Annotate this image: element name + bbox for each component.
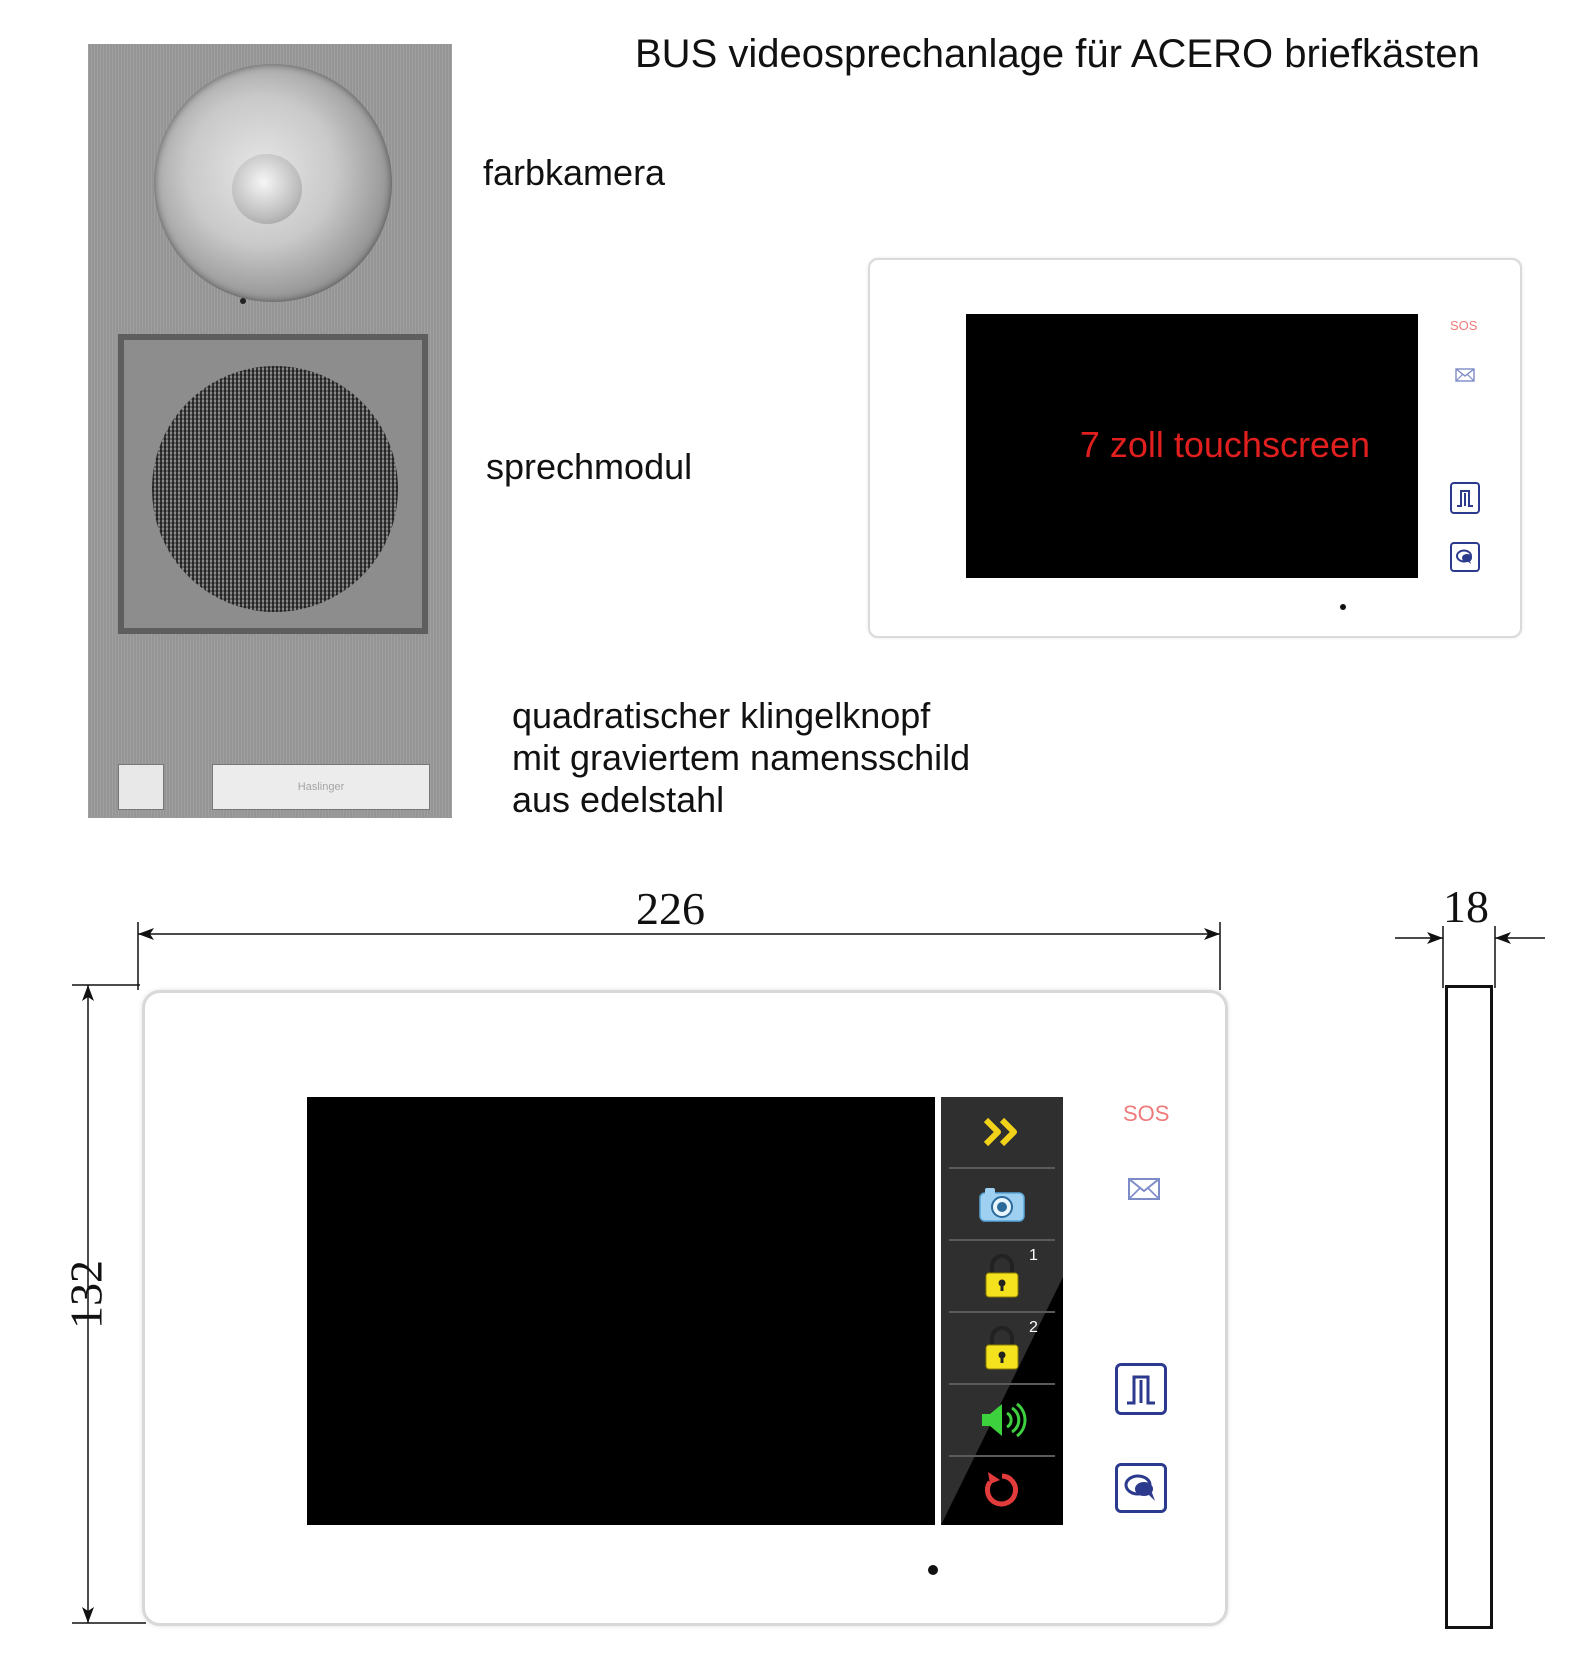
menu-unlock-1-button[interactable] [949, 1241, 1055, 1313]
dimension-depth: 18 [1443, 881, 1489, 932]
door-station-panel [88, 44, 452, 818]
lock-icon [977, 1251, 1027, 1301]
menu-back-button[interactable] [949, 1455, 1055, 1525]
talk-button[interactable] [1115, 1463, 1167, 1513]
label-speech-module: sprechmodul [486, 446, 693, 487]
label-bell-line1: quadratischer klingelknopf [512, 695, 931, 736]
menu-unlock-2-button[interactable] [949, 1313, 1055, 1385]
indoor-monitor-large [142, 990, 1228, 1626]
screen-caption: 7 zoll touchscreen [1079, 424, 1370, 465]
sos-label: SOS [1123, 1101, 1170, 1126]
microphone-dot [1340, 604, 1346, 610]
touchscreen-small[interactable] [966, 314, 1418, 578]
sos-label: SOS [1450, 318, 1478, 333]
label-camera: farbkamera [483, 152, 666, 193]
camera-module [154, 64, 392, 302]
dimension-width-line [120, 920, 1240, 1000]
camera-lens [232, 154, 302, 224]
monitor-side-view [1445, 985, 1493, 1629]
touchscreen-large[interactable] [307, 1097, 935, 1525]
door-icon [1454, 487, 1476, 509]
menu-volume-button[interactable] [949, 1385, 1055, 1457]
label-bell-button [512, 695, 970, 821]
menu-snapshot-button[interactable] [949, 1169, 1055, 1241]
lock-number-2: 2 [1029, 1319, 1038, 1336]
door-icon [1123, 1371, 1159, 1407]
speaker-grill [152, 366, 398, 612]
lock-number-1: 1 [1029, 1247, 1038, 1264]
door-open-button[interactable] [1115, 1363, 1167, 1415]
indoor-monitor-small [868, 258, 1522, 638]
reset-icon [980, 1468, 1024, 1512]
page-title: BUS videosprechanlage für ACERO briefkästen [635, 32, 1480, 76]
camera-led [240, 298, 246, 304]
dimension-height: 132 [60, 1260, 112, 1329]
talk-button[interactable] [1450, 542, 1480, 572]
door-open-button[interactable] [1450, 482, 1480, 514]
label-bell-line3: aus edelstahl [512, 779, 725, 820]
chevron-double-right-icon [980, 1114, 1024, 1150]
microphone-dot [928, 1565, 938, 1575]
bell-button[interactable] [118, 764, 164, 810]
chat-icon [1454, 546, 1476, 568]
dimension-width: 226 [636, 883, 705, 934]
menu-next-button[interactable] [949, 1097, 1055, 1169]
camera-icon [977, 1184, 1027, 1224]
nameplate: Haslinger [212, 764, 430, 810]
touch-menu [941, 1097, 1063, 1525]
mail-icon [1455, 368, 1475, 382]
dimension-height-line [70, 975, 150, 1635]
speaker-icon [976, 1400, 1028, 1440]
label-bell-line2: mit graviertem namensschild [512, 737, 971, 778]
speaker-module [118, 334, 428, 634]
lock-icon [977, 1323, 1027, 1373]
chat-icon [1123, 1471, 1159, 1505]
mail-icon [1127, 1177, 1161, 1201]
